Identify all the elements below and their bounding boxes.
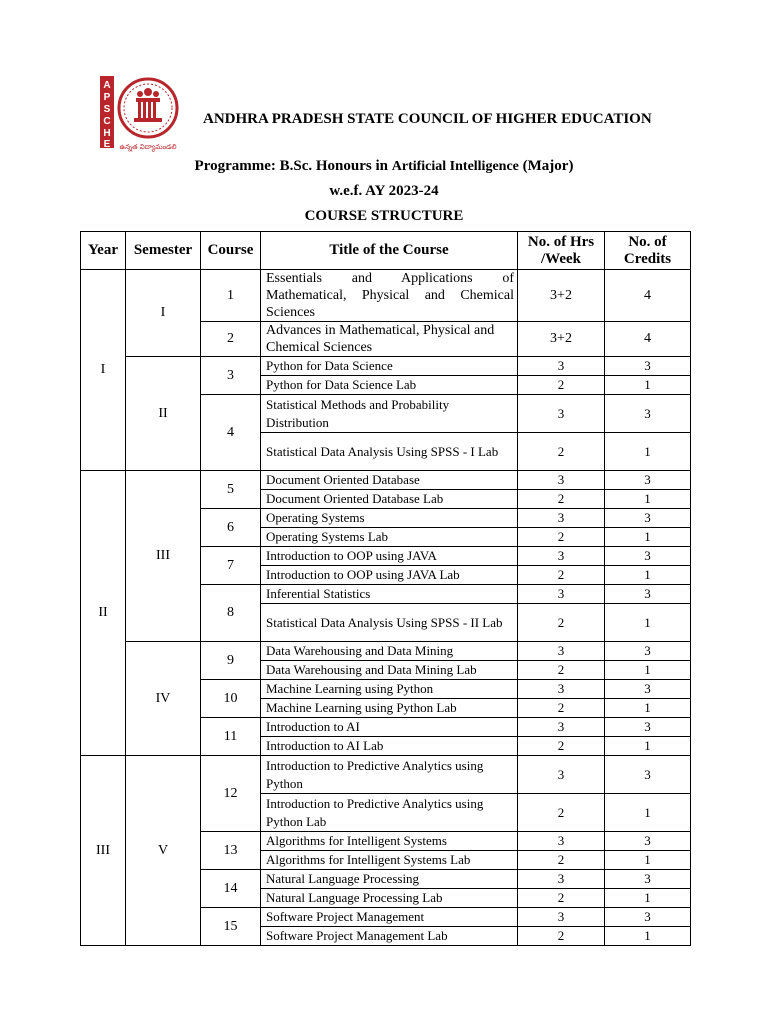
- table-row: [81, 357, 691, 376]
- hours-cell: 3: [518, 509, 605, 528]
- course-number: 11: [201, 718, 261, 756]
- course-title: Introduction to AI Lab: [261, 737, 518, 756]
- course-title: Document Oriented Database: [261, 471, 518, 490]
- course-title: Algorithms for Intelligent Systems Lab: [261, 851, 518, 870]
- programme-suffix: (Major): [522, 158, 574, 174]
- course-title: Machine Learning using Python: [261, 680, 518, 699]
- hours-cell: 3: [518, 680, 605, 699]
- course-number: 5: [201, 471, 261, 509]
- course-title: Operating Systems Lab: [261, 528, 518, 547]
- credits-cell: 3: [605, 547, 691, 566]
- credits-cell: 1: [605, 566, 691, 585]
- semester-cell: V: [126, 756, 201, 946]
- course-number: 12: [201, 756, 261, 832]
- credits-cell: 1: [605, 661, 691, 680]
- credits-cell: 3: [605, 908, 691, 927]
- hours-cell: 2: [518, 889, 605, 908]
- credits-cell: 3: [605, 509, 691, 528]
- svg-text:C: C: [103, 116, 111, 127]
- course-title: Statistical Data Analysis Using SPSS - II Lab: [261, 604, 518, 642]
- course-number: 4: [201, 395, 261, 471]
- credits-cell: 1: [605, 528, 691, 547]
- svg-text:S: S: [103, 104, 111, 115]
- header-hrs: No. of Hrs /Week: [518, 232, 605, 270]
- hours-cell: 2: [518, 433, 605, 471]
- credits-cell: 1: [605, 737, 691, 756]
- hours-cell: 2: [518, 661, 605, 680]
- hours-cell: 2: [518, 376, 605, 395]
- credits-cell: 3: [605, 832, 691, 851]
- course-title: Introduction to AI: [261, 718, 518, 737]
- course-number: 15: [201, 908, 261, 946]
- semester-cell: IV: [126, 642, 201, 756]
- header-semester: Semester: [126, 232, 201, 270]
- semester-cell: I: [126, 270, 201, 357]
- credits-cell: 1: [605, 699, 691, 718]
- credits-cell: 3: [605, 395, 691, 433]
- hours-cell: 2: [518, 566, 605, 585]
- organization-name: ANDHRA PRADESH STATE COUNCIL OF HIGHER EDUCATION: [203, 111, 652, 127]
- hours-cell: 2: [518, 794, 605, 832]
- course-structure-title: COURSE STRUCTURE: [304, 208, 464, 224]
- course-number: 10: [201, 680, 261, 718]
- svg-text:H: H: [103, 128, 111, 139]
- credits-cell: 3: [605, 680, 691, 699]
- credits-cell: 1: [605, 794, 691, 832]
- logo-caption: ఉన్నత విద్యామండలి: [119, 143, 177, 151]
- apsche-logo: [100, 76, 184, 152]
- table-row: [81, 642, 691, 661]
- credits-cell: 1: [605, 604, 691, 642]
- course-title: Essentials and Applications of Mathematical, Physical and Chemical Sciences: [261, 270, 518, 322]
- credits-cell: 1: [605, 927, 691, 946]
- header-year: Year: [81, 232, 126, 270]
- svg-text:P: P: [103, 92, 111, 103]
- credits-cell: 3: [605, 585, 691, 604]
- hours-cell: 2: [518, 851, 605, 870]
- hours-cell: 3: [518, 642, 605, 661]
- credits-cell: 1: [605, 889, 691, 908]
- course-title: Machine Learning using Python Lab: [261, 699, 518, 718]
- course-title: Algorithms for Intelligent Systems: [261, 832, 518, 851]
- course-title: Inferential Statistics: [261, 585, 518, 604]
- course-number: 8: [201, 585, 261, 642]
- hours-cell: 2: [518, 699, 605, 718]
- course-title: Introduction to Predictive Analytics using Python: [261, 756, 518, 794]
- course-structure-table: [80, 231, 691, 946]
- course-title: Statistical Methods and Probability Distribution: [261, 395, 518, 433]
- table-row: [81, 471, 691, 490]
- credits-cell: 1: [605, 433, 691, 471]
- hours-cell: 3: [518, 357, 605, 376]
- credits-cell: 3: [605, 756, 691, 794]
- programme-name: Artificial Intelligence: [391, 159, 519, 174]
- course-title: Introduction to OOP using JAVA: [261, 547, 518, 566]
- course-title: Introduction to Predictive Analytics using Python Lab: [261, 794, 518, 832]
- course-title: Software Project Management: [261, 908, 518, 927]
- course-title: Document Oriented Database Lab: [261, 490, 518, 509]
- course-title: Data Warehousing and Data Mining: [261, 642, 518, 661]
- hours-cell: 3+2: [518, 322, 605, 357]
- svg-text:E: E: [103, 139, 111, 150]
- year-cell: II: [81, 471, 126, 756]
- course-number: 2: [201, 322, 261, 357]
- course-title: Python for Data Science: [261, 357, 518, 376]
- course-title: Software Project Management Lab: [261, 927, 518, 946]
- programme-prefix: Programme: B.Sc. Honours in: [194, 158, 388, 174]
- year-cell: I: [81, 270, 126, 471]
- credits-cell: 3: [605, 642, 691, 661]
- credits-cell: 1: [605, 376, 691, 395]
- course-number: 1: [201, 270, 261, 322]
- programme-title: [0, 158, 768, 175]
- course-number: 6: [201, 509, 261, 547]
- semester-cell: II: [126, 357, 201, 471]
- course-title: Natural Language Processing: [261, 870, 518, 889]
- hours-cell: 3+2: [518, 270, 605, 322]
- hours-cell: 2: [518, 490, 605, 509]
- course-number: 9: [201, 642, 261, 680]
- credits-cell: 3: [605, 471, 691, 490]
- hours-cell: 3: [518, 547, 605, 566]
- course-title: Data Warehousing and Data Mining Lab: [261, 661, 518, 680]
- table-row: [81, 270, 691, 322]
- credits-cell: 4: [605, 270, 691, 322]
- year-cell: III: [81, 756, 126, 946]
- hours-cell: 3: [518, 395, 605, 433]
- svg-text:A: A: [103, 80, 111, 91]
- credits-cell: 1: [605, 490, 691, 509]
- course-number: 7: [201, 547, 261, 585]
- hours-cell: 3: [518, 471, 605, 490]
- credits-cell: 4: [605, 322, 691, 357]
- course-title: Statistical Data Analysis Using SPSS - I Lab: [261, 433, 518, 471]
- header-row: [81, 232, 691, 270]
- header-course: Course: [201, 232, 261, 270]
- hours-cell: 2: [518, 737, 605, 756]
- course-number: 3: [201, 357, 261, 395]
- hours-cell: 3: [518, 756, 605, 794]
- course-number: 14: [201, 870, 261, 908]
- hours-cell: 3: [518, 908, 605, 927]
- hours-cell: 2: [518, 528, 605, 547]
- course-title: Python for Data Science Lab: [261, 376, 518, 395]
- hours-cell: 2: [518, 604, 605, 642]
- credits-cell: 3: [605, 870, 691, 889]
- credits-cell: 3: [605, 357, 691, 376]
- wef-line: w.e.f. AY 2023-24: [329, 183, 439, 199]
- course-title: Advances in Mathematical, Physical and Chemical Sciences: [261, 322, 518, 357]
- hours-cell: 3: [518, 832, 605, 851]
- course-number: 13: [201, 832, 261, 870]
- course-title: Introduction to OOP using JAVA Lab: [261, 566, 518, 585]
- hours-cell: 2: [518, 927, 605, 946]
- header-title: Title of the Course: [261, 232, 518, 270]
- semester-cell: III: [126, 471, 201, 642]
- course-title: Natural Language Processing Lab: [261, 889, 518, 908]
- credits-cell: 1: [605, 851, 691, 870]
- credits-cell: 3: [605, 718, 691, 737]
- hours-cell: 3: [518, 718, 605, 737]
- header-credits: No. of Credits: [605, 232, 691, 270]
- hours-cell: 3: [518, 585, 605, 604]
- hours-cell: 3: [518, 870, 605, 889]
- course-title: Operating Systems: [261, 509, 518, 528]
- table-row: [81, 756, 691, 794]
